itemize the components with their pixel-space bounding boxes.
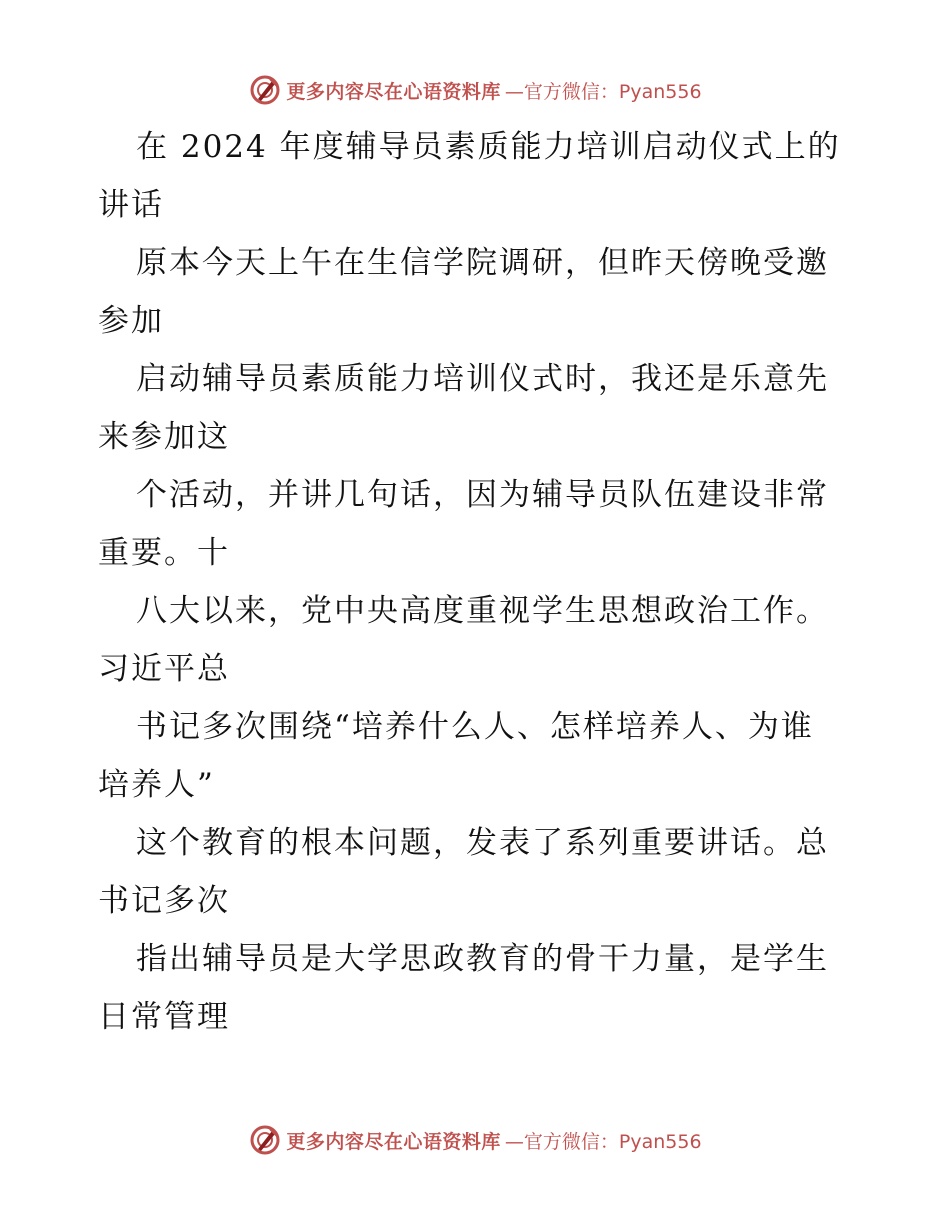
pen-nib-circle-icon <box>248 1123 282 1157</box>
document-body <box>98 118 858 1046</box>
document-line: 日常管理 <box>98 999 230 1035</box>
document-line: 书记多次 <box>98 883 230 919</box>
banner-brand-text: 更多内容尽在心语资料库 <box>286 1130 501 1153</box>
document-line: 启动辅导员素质能力培训仪式时，我还是乐意先 <box>136 361 829 397</box>
document-line: 来参加这 <box>98 419 230 455</box>
document-line: 习近平总 <box>98 651 230 687</box>
document-line: 重要。十 <box>98 535 230 571</box>
document-line: 讲话 <box>98 187 164 223</box>
header-banner <box>0 70 950 110</box>
banner-brand-text: 更多内容尽在心语资料库 <box>286 80 501 103</box>
document-line: 八大以来，党中央高度重视学生思想政治工作。 <box>136 593 829 629</box>
document-line: 这个教育的根本问题，发表了系列重要讲话。总 <box>136 825 829 861</box>
document-line: 个活动，并讲几句话，因为辅导员队伍建设非常 <box>136 477 829 513</box>
document-line: 培养人” <box>98 767 215 803</box>
document-line: 参加 <box>98 303 164 339</box>
document-line: 书记多次围绕“培养什么人、怎样培养人、为谁 <box>136 709 814 745</box>
document-line: 指出辅导员是大学思政教育的骨干力量，是学生 <box>136 941 829 977</box>
banner-official-text: —官方微信：Pyan556 <box>504 1130 702 1153</box>
banner-official-text: —官方微信：Pyan556 <box>504 80 702 103</box>
document-line: 在 2024 年度辅导员素质能力培训启动仪式上的 <box>136 129 841 165</box>
document-line: 原本今天上午在生信学院调研，但昨天傍晚受邀 <box>136 245 829 281</box>
pen-nib-circle-icon <box>248 73 282 107</box>
footer-banner <box>0 1120 950 1160</box>
